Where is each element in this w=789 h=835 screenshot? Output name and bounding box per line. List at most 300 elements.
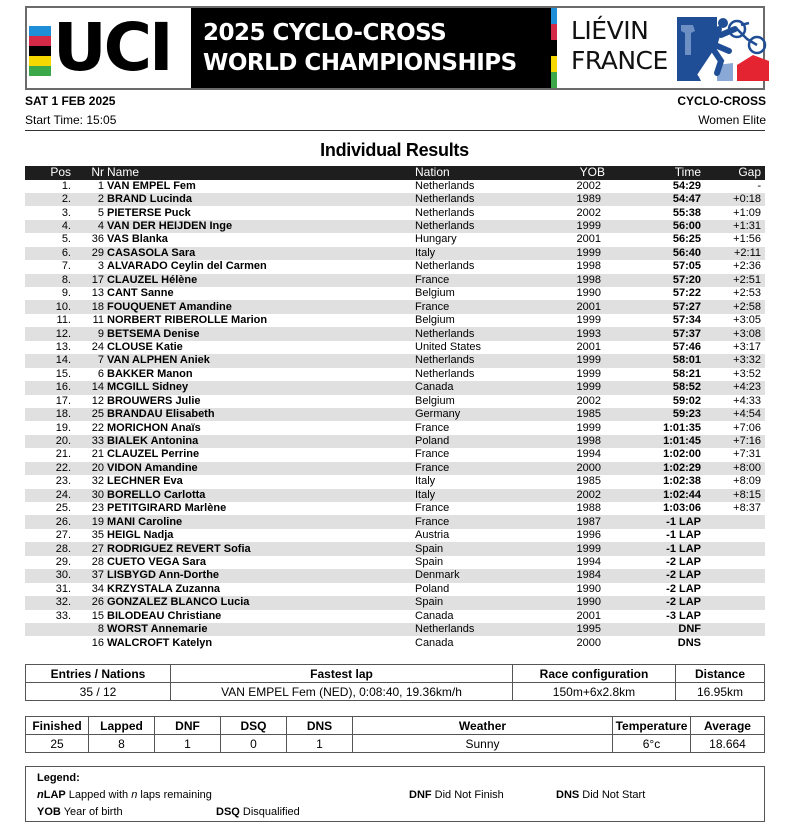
cell-nr: 8 bbox=[97, 623, 104, 636]
cell-name: VAS Blanka bbox=[107, 233, 168, 246]
cell-pos: 3. bbox=[61, 206, 71, 219]
cell-gap: +3:08 bbox=[733, 327, 761, 340]
cell-nation: Italy bbox=[415, 246, 436, 259]
col-header-nr: Nr bbox=[91, 165, 104, 180]
cell-pos: 18. bbox=[55, 408, 71, 421]
cell-yob: 1999 bbox=[576, 220, 601, 233]
cell-nation: Netherlands bbox=[415, 327, 475, 340]
cell-time: 56:00 bbox=[672, 220, 701, 233]
cell-pos: 32. bbox=[55, 596, 71, 609]
cell-time: DNF bbox=[678, 623, 701, 636]
cell-nation: Austria bbox=[415, 529, 450, 542]
cell-time: 56:40 bbox=[672, 246, 701, 259]
cell-gap: +8:09 bbox=[733, 475, 761, 488]
cell-pos: 11. bbox=[56, 314, 71, 327]
cell-yob: 1994 bbox=[576, 555, 601, 568]
cell-time: 1:02:38 bbox=[663, 475, 701, 488]
cell-time: 57:37 bbox=[672, 327, 701, 340]
lapped-value: 8 bbox=[89, 735, 155, 753]
cell-yob: 2002 bbox=[576, 206, 601, 219]
cell-gap: +3:05 bbox=[733, 314, 761, 327]
cell-name: PIETERSE Puck bbox=[107, 206, 191, 219]
temperature-value: 6°c bbox=[613, 735, 691, 753]
average-value: 18.664 bbox=[691, 735, 765, 753]
cell-pos: 12. bbox=[55, 327, 71, 340]
cell-yob: 1990 bbox=[576, 582, 601, 595]
cell-pos: 29. bbox=[55, 555, 71, 568]
cell-nation: France bbox=[415, 515, 450, 528]
cell-pos: 1. bbox=[61, 179, 71, 192]
cell-nation: Belgium bbox=[415, 394, 455, 407]
cell-gap: +4:33 bbox=[733, 394, 761, 407]
cell-nation: France bbox=[415, 502, 450, 515]
cell-name: HEIGL Nadja bbox=[107, 529, 174, 542]
table-row bbox=[25, 274, 765, 287]
entries-label: Entries / Nations bbox=[26, 665, 171, 683]
cell-time: -1 LAP bbox=[666, 515, 701, 528]
cell-nr: 14 bbox=[91, 381, 104, 394]
cell-pos: 23. bbox=[55, 475, 71, 488]
cell-name: PETITGIRARD Marlène bbox=[107, 502, 227, 515]
cell-gap: +2:58 bbox=[733, 300, 761, 313]
cell-pos: 10. bbox=[55, 300, 71, 313]
cell-time: 1:02:29 bbox=[663, 461, 701, 474]
event-title-line2: WORLD CHAMPIONSHIPS bbox=[203, 50, 517, 76]
cell-yob: 2000 bbox=[576, 461, 601, 474]
cell-nr: 1 bbox=[97, 179, 104, 192]
cell-pos: 26. bbox=[55, 515, 71, 528]
start-time: Start Time: 15:05 bbox=[25, 113, 117, 127]
cell-gap: +7:31 bbox=[733, 448, 761, 461]
race-category: Women Elite bbox=[698, 113, 766, 127]
col-header-nation: Nation bbox=[415, 165, 450, 180]
race-summary-table bbox=[25, 664, 765, 701]
table-row bbox=[25, 220, 765, 233]
table-row bbox=[25, 180, 765, 193]
cell-yob: 1988 bbox=[576, 502, 601, 515]
cell-time: 59:02 bbox=[672, 394, 701, 407]
table-row bbox=[25, 435, 765, 448]
cell-nation: France bbox=[415, 448, 450, 461]
cell-nr: 21 bbox=[91, 448, 104, 461]
cell-time: 55:38 bbox=[672, 206, 701, 219]
cell-pos: 15. bbox=[55, 367, 71, 380]
cell-yob: 1984 bbox=[576, 569, 601, 582]
cell-name: CLAUZEL Hélène bbox=[107, 273, 198, 286]
cell-time: 57:20 bbox=[672, 273, 701, 286]
cell-yob: 1999 bbox=[576, 542, 601, 555]
cell-nation: Netherlands bbox=[415, 206, 475, 219]
uci-logo-text: UCI bbox=[53, 9, 171, 86]
cell-nation: Netherlands bbox=[415, 260, 475, 273]
dsq-label: DSQ bbox=[221, 717, 287, 735]
cell-time: 1:03:06 bbox=[663, 502, 701, 515]
table-row bbox=[25, 381, 765, 394]
cell-pos: 19. bbox=[55, 421, 71, 434]
cell-nation: Spain bbox=[415, 596, 444, 609]
cell-time: -1 LAP bbox=[666, 542, 701, 555]
legend-box bbox=[25, 766, 765, 822]
cell-name: KRZYSTALA Zuzanna bbox=[107, 582, 221, 595]
col-header-name: Name bbox=[107, 165, 140, 180]
cell-time: 54:47 bbox=[672, 193, 701, 206]
distance-value: 16.95km bbox=[676, 683, 765, 701]
cell-nr: 32 bbox=[91, 475, 104, 488]
event-title-line1: 2025 CYCLO-CROSS bbox=[203, 20, 447, 46]
cell-name: CASASOLA Sara bbox=[107, 246, 196, 259]
cell-pos: 31. bbox=[55, 582, 71, 595]
cell-nr: 4 bbox=[97, 220, 104, 233]
header-divider bbox=[25, 130, 765, 131]
cell-nr: 25 bbox=[91, 408, 104, 421]
dsq-value: 0 bbox=[221, 735, 287, 753]
weather-label: Weather bbox=[353, 717, 613, 735]
cell-yob: 1994 bbox=[576, 448, 601, 461]
cell-gap: +4:54 bbox=[733, 408, 761, 421]
table-row bbox=[25, 636, 765, 649]
cell-yob: 1999 bbox=[576, 246, 601, 259]
race-stats-table bbox=[25, 716, 765, 753]
cell-nr: 12 bbox=[91, 394, 104, 407]
table-row bbox=[25, 314, 765, 327]
results-body bbox=[25, 180, 765, 650]
cell-yob: 1999 bbox=[576, 314, 601, 327]
cell-pos: 30. bbox=[55, 569, 71, 582]
table-row bbox=[25, 327, 765, 340]
cell-time: 58:21 bbox=[672, 367, 701, 380]
cell-pos: 33. bbox=[55, 609, 71, 622]
cell-time: -3 LAP bbox=[666, 609, 701, 622]
cell-gap: +1:09 bbox=[733, 206, 761, 219]
cell-gap: +7:06 bbox=[733, 421, 761, 434]
cell-gap: +1:31 bbox=[733, 220, 761, 233]
cell-nation: Italy bbox=[415, 475, 436, 488]
cell-time: DNS bbox=[677, 636, 701, 649]
cell-yob: 1990 bbox=[576, 596, 601, 609]
cell-name: MORICHON Anaïs bbox=[107, 421, 201, 434]
table-row bbox=[25, 475, 765, 488]
cell-yob: 1999 bbox=[576, 381, 601, 394]
cell-time: 1:02:44 bbox=[663, 488, 701, 501]
host-city: LIÉVIN bbox=[571, 16, 649, 45]
cell-nr: 37 bbox=[91, 569, 104, 582]
cell-time: 57:34 bbox=[672, 314, 701, 327]
table-row bbox=[25, 287, 765, 300]
cell-time: -1 LAP bbox=[666, 529, 701, 542]
host-country: FRANCE bbox=[571, 46, 668, 75]
table-row bbox=[25, 341, 765, 354]
table-row bbox=[25, 368, 765, 381]
host-city-text bbox=[571, 16, 668, 76]
col-header-time: Time bbox=[674, 165, 701, 180]
cell-nr: 5 bbox=[97, 206, 104, 219]
cell-time: 1:02:00 bbox=[663, 448, 701, 461]
cell-nation: Germany bbox=[415, 408, 461, 421]
cell-nation: Spain bbox=[415, 555, 444, 568]
cell-name: RODRIGUEZ REVERT Sofia bbox=[107, 542, 251, 555]
cell-gap: +4:23 bbox=[733, 381, 761, 394]
cell-time: 59:23 bbox=[672, 408, 701, 421]
cell-name: WALCROFT Katelyn bbox=[107, 636, 213, 649]
cell-pos: 8. bbox=[61, 273, 71, 286]
table-row bbox=[25, 206, 765, 219]
cell-nr: 3 bbox=[97, 260, 104, 273]
cell-yob: 2001 bbox=[576, 300, 601, 313]
race-config-value: 150m+6x2.8km bbox=[513, 683, 676, 701]
temperature-label: Temperature bbox=[613, 717, 691, 735]
cell-yob: 1999 bbox=[576, 354, 601, 367]
cell-nation: Hungary bbox=[415, 233, 457, 246]
table-row bbox=[25, 556, 765, 569]
cell-time: -2 LAP bbox=[666, 582, 701, 595]
col-header-gap: Gap bbox=[738, 165, 761, 180]
results-header-row bbox=[25, 166, 765, 180]
cell-pos: 14. bbox=[55, 354, 71, 367]
cell-gap: +3:52 bbox=[733, 367, 761, 380]
table-row bbox=[25, 569, 765, 582]
cell-name: BROUWERS Julie bbox=[107, 394, 201, 407]
cell-name: BAKKER Manon bbox=[107, 367, 193, 380]
cell-nation: Canada bbox=[415, 636, 454, 649]
cell-pos: 13. bbox=[55, 340, 71, 353]
cell-nr: 2 bbox=[97, 193, 104, 206]
race-date: SAT 1 FEB 2025 bbox=[25, 94, 116, 108]
table-row bbox=[25, 448, 765, 461]
cell-name: LISBYGD Ann-Dorthe bbox=[107, 569, 220, 582]
average-label: Average bbox=[691, 717, 765, 735]
cell-name: FOUQUENET Amandine bbox=[107, 300, 232, 313]
cell-yob: 1996 bbox=[576, 529, 601, 542]
cell-nation: United States bbox=[415, 340, 482, 353]
cell-time: 57:22 bbox=[672, 287, 701, 300]
cell-pos: 27. bbox=[55, 529, 71, 542]
cell-yob: 1995 bbox=[576, 623, 601, 636]
cell-nation: France bbox=[415, 421, 450, 434]
cell-nr: 18 bbox=[91, 300, 104, 313]
cell-time: 58:01 bbox=[672, 354, 701, 367]
cell-nr: 23 bbox=[91, 502, 104, 515]
cell-nr: 36 bbox=[91, 233, 104, 246]
cell-nr: 17 bbox=[91, 273, 104, 286]
cell-time: 1:01:45 bbox=[663, 435, 701, 448]
cell-name: VAN DER HEIJDEN Inge bbox=[107, 220, 233, 233]
cell-nation: Netherlands bbox=[415, 623, 475, 636]
cell-nation: Poland bbox=[415, 582, 450, 595]
cell-time: 57:27 bbox=[672, 300, 701, 313]
cell-name: BILODEAU Christiane bbox=[107, 609, 222, 622]
table-row bbox=[25, 502, 765, 515]
cell-pos: 21. bbox=[55, 448, 71, 461]
table-row bbox=[25, 421, 765, 434]
cell-nr: 35 bbox=[91, 529, 104, 542]
event-title-block bbox=[191, 8, 557, 88]
legend-yob: YOB Year of birth bbox=[37, 806, 123, 818]
cell-yob: 1998 bbox=[576, 435, 601, 448]
col-header-pos: Pos bbox=[50, 165, 71, 180]
results-table bbox=[25, 166, 765, 650]
cell-time: -2 LAP bbox=[666, 569, 701, 582]
col-header-yob: YOB bbox=[579, 165, 605, 180]
legend-dnf: DNF Did Not Finish bbox=[409, 789, 504, 801]
table-row bbox=[25, 462, 765, 475]
cell-pos: 9. bbox=[61, 287, 71, 300]
cell-nr: 20 bbox=[91, 461, 104, 474]
uci-logo bbox=[27, 8, 191, 88]
cell-nr: 34 bbox=[91, 582, 104, 595]
cell-yob: 1987 bbox=[576, 515, 601, 528]
cell-time: 57:46 bbox=[672, 340, 701, 353]
cell-name: WORST Annemarie bbox=[107, 623, 208, 636]
legend-dsq: DSQ Disqualified bbox=[216, 806, 300, 818]
cell-nation: Netherlands bbox=[415, 367, 475, 380]
cell-nation: France bbox=[415, 300, 450, 313]
cell-name: VIDON Amandine bbox=[107, 461, 198, 474]
cell-name: VAN ALPHEN Aniek bbox=[107, 354, 210, 367]
cell-time: 58:52 bbox=[672, 381, 701, 394]
table-row bbox=[25, 610, 765, 623]
cell-pos: 25. bbox=[55, 502, 71, 515]
cell-time: 1:01:35 bbox=[663, 421, 701, 434]
cell-pos: 5. bbox=[61, 233, 71, 246]
cell-yob: 1998 bbox=[576, 273, 601, 286]
fastest-lap-value: VAN EMPEL Fem (NED), 0:08:40, 19.36km/h bbox=[171, 683, 513, 701]
cell-nr: 27 bbox=[91, 542, 104, 555]
cell-nr: 28 bbox=[91, 555, 104, 568]
rainbow-stripes bbox=[29, 26, 51, 76]
cell-name: CLOUSE Katie bbox=[107, 340, 183, 353]
finished-label: Finished bbox=[26, 717, 89, 735]
dns-value: 1 bbox=[287, 735, 353, 753]
table-row bbox=[25, 408, 765, 421]
cell-pos: 20. bbox=[55, 435, 71, 448]
table-row bbox=[25, 515, 765, 528]
cell-pos: 17. bbox=[55, 394, 71, 407]
cell-name: LECHNER Eva bbox=[107, 475, 183, 488]
legend-nlap: nLAP Lapped with n laps remaining bbox=[37, 789, 212, 801]
cell-pos: 6. bbox=[61, 246, 71, 259]
cell-pos: 4. bbox=[61, 220, 71, 233]
table-row bbox=[25, 300, 765, 313]
table-row bbox=[25, 354, 765, 367]
table-row bbox=[25, 542, 765, 555]
race-config-label: Race configuration bbox=[513, 665, 676, 683]
host-city-block bbox=[557, 8, 763, 88]
cell-nr: 22 bbox=[91, 421, 104, 434]
cell-nation: Canada bbox=[415, 381, 454, 394]
cell-yob: 2001 bbox=[576, 233, 601, 246]
cell-time: 56:25 bbox=[672, 233, 701, 246]
cell-gap: +1:56 bbox=[733, 233, 761, 246]
cell-yob: 2002 bbox=[576, 488, 601, 501]
cell-yob: 1985 bbox=[576, 408, 601, 421]
fastest-lap-label: Fastest lap bbox=[171, 665, 513, 683]
table-row bbox=[25, 193, 765, 206]
cell-nr: 6 bbox=[97, 367, 104, 380]
cell-pos: 16. bbox=[55, 381, 71, 394]
cell-nr: 11 bbox=[92, 314, 104, 327]
lapped-label: Lapped bbox=[89, 717, 155, 735]
cell-nr: 29 bbox=[91, 246, 104, 259]
cell-yob: 2002 bbox=[576, 179, 601, 192]
cell-yob: 2001 bbox=[576, 340, 601, 353]
cell-yob: 2002 bbox=[576, 394, 601, 407]
table-row bbox=[25, 596, 765, 609]
cell-gap: +2:36 bbox=[733, 260, 761, 273]
cell-nation: France bbox=[415, 273, 450, 286]
dnf-label: DNF bbox=[155, 717, 221, 735]
cell-name: ALVARADO Ceylin del Carmen bbox=[107, 260, 267, 273]
cell-yob: 1999 bbox=[576, 421, 601, 434]
cell-nr: 13 bbox=[91, 287, 104, 300]
cell-nation: Netherlands bbox=[415, 354, 475, 367]
table-row bbox=[25, 583, 765, 596]
cell-gap: +3:17 bbox=[733, 340, 761, 353]
legend-title: Legend: bbox=[37, 772, 80, 784]
cell-name: GONZALEZ BLANCO Lucia bbox=[107, 596, 250, 609]
cell-name: BETSEMA Denise bbox=[107, 327, 200, 340]
table-row bbox=[25, 233, 765, 246]
cell-name: CUETO VEGA Sara bbox=[107, 555, 207, 568]
table-row bbox=[25, 489, 765, 502]
cell-gap: +2:51 bbox=[733, 273, 761, 286]
discipline: CYCLO-CROSS bbox=[677, 94, 766, 108]
cell-pos: 7. bbox=[61, 260, 71, 273]
page-title: Individual Results bbox=[320, 140, 469, 160]
cell-nation: Belgium bbox=[415, 314, 455, 327]
table-row bbox=[25, 623, 765, 636]
cell-gap: +8:37 bbox=[733, 502, 761, 515]
cell-time: -2 LAP bbox=[666, 555, 701, 568]
table-row bbox=[25, 395, 765, 408]
cell-gap: +0:18 bbox=[733, 193, 761, 206]
table-row bbox=[25, 260, 765, 273]
cell-time: -2 LAP bbox=[666, 596, 701, 609]
cell-yob: 1998 bbox=[576, 260, 601, 273]
cell-nation: Netherlands bbox=[415, 179, 475, 192]
cell-nation: Netherlands bbox=[415, 220, 475, 233]
cell-nr: 7 bbox=[97, 354, 104, 367]
cell-nr: 15 bbox=[91, 609, 104, 622]
distance-label: Distance bbox=[676, 665, 765, 683]
cell-nr: 24 bbox=[91, 340, 104, 353]
cell-gap: +7:16 bbox=[733, 435, 761, 448]
dns-label: DNS bbox=[287, 717, 353, 735]
cell-name: BORELLO Carlotta bbox=[107, 488, 206, 501]
cell-name: CLAUZEL Perrine bbox=[107, 448, 200, 461]
cell-name: BIALEK Antonina bbox=[107, 435, 199, 448]
entries-value: 35 / 12 bbox=[26, 683, 171, 701]
dnf-value: 1 bbox=[155, 735, 221, 753]
event-banner bbox=[25, 6, 765, 90]
weather-value: Sunny bbox=[353, 735, 613, 753]
table-row bbox=[25, 247, 765, 260]
cell-nation: Poland bbox=[415, 435, 450, 448]
cell-yob: 1989 bbox=[576, 193, 601, 206]
finished-value: 25 bbox=[26, 735, 89, 753]
cell-nr: 9 bbox=[97, 327, 104, 340]
cell-nation: Italy bbox=[415, 488, 436, 501]
cell-nr: 19 bbox=[91, 515, 104, 528]
cell-gap: +3:32 bbox=[733, 354, 761, 367]
cell-gap: +8:15 bbox=[733, 488, 761, 501]
cell-nation: Belgium bbox=[415, 287, 455, 300]
cell-nr: 30 bbox=[91, 488, 104, 501]
cell-pos: 2. bbox=[61, 193, 71, 206]
cell-time: 54:29 bbox=[672, 179, 701, 192]
cell-pos: 24. bbox=[55, 488, 71, 501]
cell-gap: +8:00 bbox=[733, 461, 761, 474]
cell-yob: 1999 bbox=[576, 367, 601, 380]
